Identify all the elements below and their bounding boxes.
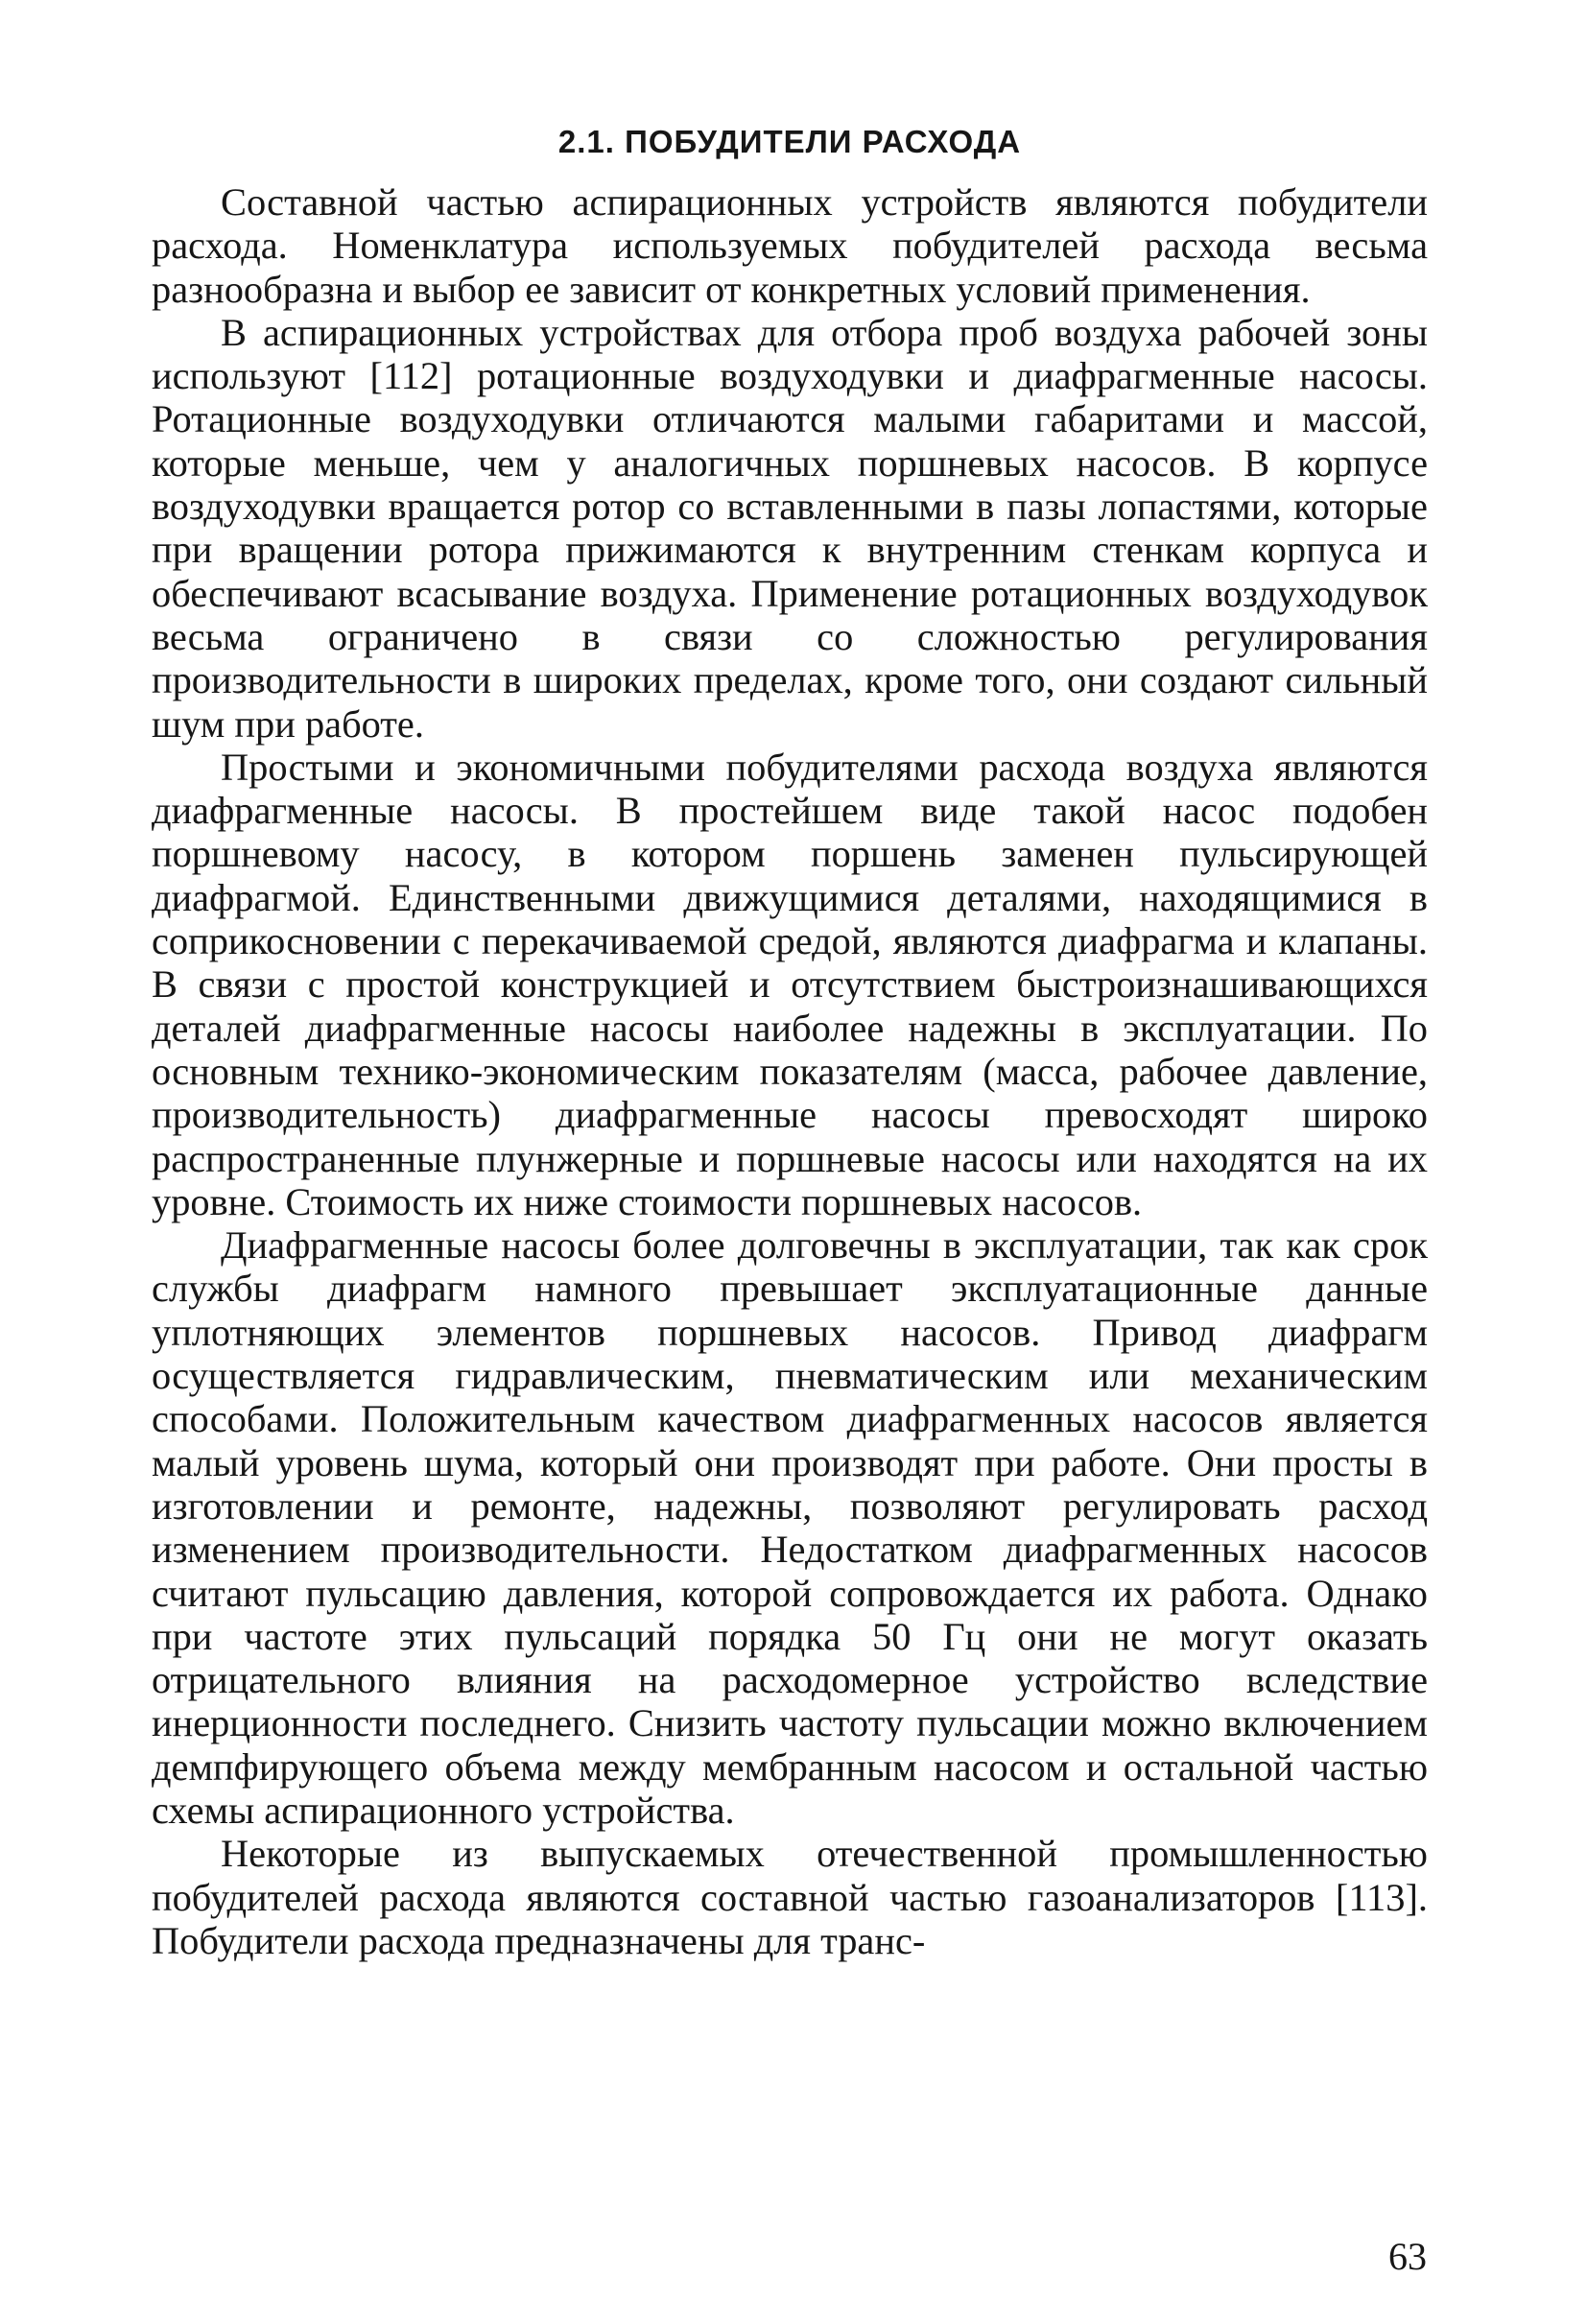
page-number: 63 (1388, 2235, 1427, 2278)
paragraph-4: Диафрагменные насосы более долговечны в эксплуатации, так как срок службы диафрагм намного превышает эксплуатационные данные уплотняющих элементов поршневых насосов. Привод диафрагм осуществляется гидравлическим, пневматическим или механическим способами. Положительным качеством диафрагменных насосов является малый уровень шума, который они производят при работе. Они просты в изготовлении и ремонте, надежны, позволяют регулировать расход изменением производительности. Недостатком диафрагменных насосов считают пульсацию давления, которой сопровождается их работа. Однако при частоте этих пульсаций порядка 50 Гц они не могут оказать отрицательного влияния на расходомерное устройство вследствие инерционности последнего. Снизить частоту пульсации можно включением демпфирующего объема между мембранным насосом и остальной частью схемы аспирационного устройства. (152, 1223, 1428, 1832)
section-heading: 2.1. ПОБУДИТЕЛИ РАСХОДА (557, 124, 1022, 159)
page-body (152, 113, 1428, 1962)
paragraph-5: Некоторые из выпускаемых отечественной промышленностью побудителей расхода являются составной частью газоанализаторов [113]. Побудители расхода предназначены для транс- (152, 1832, 1428, 1962)
paragraph-1: Составной частью аспирационных устройств являются побудители расхода. Номенклатура используемых побудителей расхода весьма разнообразна и выбор ее зависит от конкретных условий применения. (152, 180, 1428, 311)
paragraph-3: Простыми и экономичными побудителями расхода воздуха являются диафрагменные насосы. В простейшем виде такой насос подобен поршневому насосу, в котором поршень заменен пульсирующей диафрагмой. Единственными движущимися деталями, находящимися в соприкосновении с перекачиваемой средой, являются диафрагма и клапаны. В связи с простой конструкцией и отсутствием быстроизнашивающихся деталей диафрагменные насосы наиболее надежны в эксплуатации. По основным технико-экономическим показателям (масса, рабочее давление, производительность) диафрагменные насосы превосходят широко распространенные плунжерные и поршневые насосы или находятся на их уровне. Стоимость их ниже стоимости поршневых насосов. (152, 745, 1428, 1223)
paragraph-2: В аспирационных устройствах для отбора проб воздуха рабочей зоны используют [112] ротационные воздуходувки и диафрагменные насосы. Ротационные воздуходувки отличаются малыми габаритами и массой, которые меньше, чем у аналогичных поршневых насосов. В корпусе воздуходувки вращается ротор со вставленными в пазы лопастями, которые при вращении ротора прижимаются к внутренним стенкам корпуса и обеспечивают всасывание воздуха. Применение ротационных воздуходувок весьма ограничено в связи со сложностью регулирования производительности в широких пределах, кроме того, они создают сильный шум при работе. (152, 310, 1428, 746)
